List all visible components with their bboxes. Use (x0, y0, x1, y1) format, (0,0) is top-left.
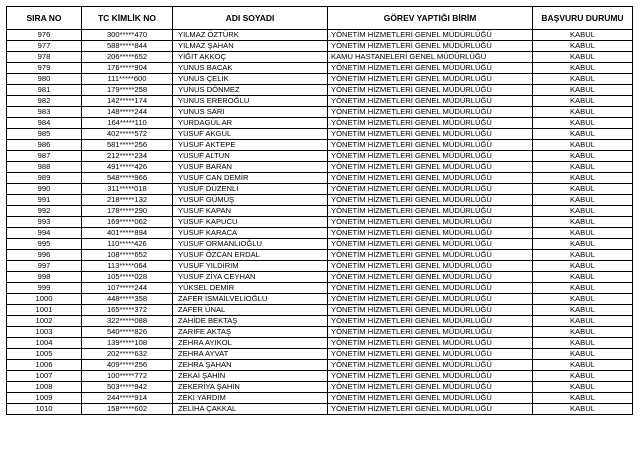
table-row (7, 85, 633, 96)
table-row (7, 129, 633, 140)
row-tc-kimlik-no: 503*****942 (82, 382, 173, 393)
table-row (7, 206, 633, 217)
table-row (7, 393, 633, 404)
row-adi-soyadi: ZEKAİ ŞAHİN (173, 371, 328, 382)
row-basvuru-durumu: KABUL (533, 63, 633, 74)
row-tc-kimlik-no: 148*****244 (82, 107, 173, 118)
row-gorev-birimi: YÖNETİM HİZMETLERİ GENEL MÜDÜRLÜĞÜ (328, 404, 533, 415)
table-row (7, 151, 633, 162)
row-sira-no: 982 (7, 96, 82, 107)
row-tc-kimlik-no: 111*****600 (82, 74, 173, 85)
row-adi-soyadi: YİĞİT AKKOÇ (173, 52, 328, 63)
table-row (7, 118, 633, 129)
table-row (7, 360, 633, 371)
results-sheet (6, 6, 633, 415)
row-basvuru-durumu: KABUL (533, 195, 633, 206)
row-gorev-birimi: YÖNETİM HİZMETLERİ GENEL MÜDÜRLÜĞÜ (328, 30, 533, 41)
row-basvuru-durumu: KABUL (533, 96, 633, 107)
row-gorev-birimi: YÖNETİM HİZMETLERİ GENEL MÜDÜRLÜĞÜ (328, 393, 533, 404)
row-tc-kimlik-no: 202*****632 (82, 349, 173, 360)
row-basvuru-durumu: KABUL (533, 305, 633, 316)
row-sira-no: 980 (7, 74, 82, 85)
row-adi-soyadi: YUSUF AKGÜL (173, 129, 328, 140)
row-sira-no: 985 (7, 129, 82, 140)
row-adi-soyadi: YÜKSEL DEMİR (173, 283, 328, 294)
row-sira-no: 998 (7, 272, 82, 283)
table-row (7, 184, 633, 195)
row-gorev-birimi: YÖNETİM HİZMETLERİ GENEL MÜDÜRLÜĞÜ (328, 261, 533, 272)
row-basvuru-durumu: KABUL (533, 327, 633, 338)
row-basvuru-durumu: KABUL (533, 140, 633, 151)
row-tc-kimlik-no: 165*****372 (82, 305, 173, 316)
row-basvuru-durumu: KABUL (533, 382, 633, 393)
row-tc-kimlik-no: 401*****894 (82, 228, 173, 239)
row-adi-soyadi: ZEKİ YARDIM (173, 393, 328, 404)
row-basvuru-durumu: KABUL (533, 129, 633, 140)
row-sira-no: 1009 (7, 393, 82, 404)
header-tc-kimlik-no: TC KİMLİK NO (82, 7, 173, 30)
row-gorev-birimi: YÖNETİM HİZMETLERİ GENEL MÜDÜRLÜĞÜ (328, 151, 533, 162)
row-tc-kimlik-no: 588*****844 (82, 41, 173, 52)
row-gorev-birimi: YÖNETİM HİZMETLERİ GENEL MÜDÜRLÜĞÜ (328, 173, 533, 184)
row-basvuru-durumu: KABUL (533, 173, 633, 184)
row-tc-kimlik-no: 142*****174 (82, 96, 173, 107)
row-basvuru-durumu: KABUL (533, 206, 633, 217)
row-gorev-birimi: YÖNETİM HİZMETLERİ GENEL MÜDÜRLÜĞÜ (328, 239, 533, 250)
row-sira-no: 992 (7, 206, 82, 217)
row-basvuru-durumu: KABUL (533, 217, 633, 228)
row-sira-no: 1003 (7, 327, 82, 338)
row-gorev-birimi: YÖNETİM HİZMETLERİ GENEL MÜDÜRLÜĞÜ (328, 217, 533, 228)
header-adi-soyadi: ADI SOYADI (173, 7, 328, 30)
row-adi-soyadi: YUNUS EREROĞLU (173, 96, 328, 107)
row-adi-soyadi: ZEHRA AYVAT (173, 349, 328, 360)
row-sira-no: 981 (7, 85, 82, 96)
row-tc-kimlik-no: 164*****110 (82, 118, 173, 129)
row-adi-soyadi: YUSUF GÜMÜŞ (173, 195, 328, 206)
table-row (7, 63, 633, 74)
row-tc-kimlik-no: 300*****470 (82, 30, 173, 41)
row-basvuru-durumu: KABUL (533, 184, 633, 195)
table-row (7, 162, 633, 173)
table-row (7, 294, 633, 305)
row-tc-kimlik-no: 206*****652 (82, 52, 173, 63)
row-gorev-birimi: YÖNETİM HİZMETLERİ GENEL MÜDÜRLÜĞÜ (328, 195, 533, 206)
table-row (7, 338, 633, 349)
row-basvuru-durumu: KABUL (533, 228, 633, 239)
table-row (7, 195, 633, 206)
table-row (7, 228, 633, 239)
row-sira-no: 999 (7, 283, 82, 294)
table-row (7, 261, 633, 272)
row-adi-soyadi: YUSUF ÖZCAN ERDAL (173, 250, 328, 261)
row-tc-kimlik-no: 402*****572 (82, 129, 173, 140)
row-basvuru-durumu: KABUL (533, 107, 633, 118)
row-sira-no: 978 (7, 52, 82, 63)
row-adi-soyadi: ZEHRA AYIKOL (173, 338, 328, 349)
table-row (7, 41, 633, 52)
row-gorev-birimi: YÖNETİM HİZMETLERİ GENEL MÜDÜRLÜĞÜ (328, 206, 533, 217)
row-gorev-birimi: YÖNETİM HİZMETLERİ GENEL MÜDÜRLÜĞÜ (328, 107, 533, 118)
row-tc-kimlik-no: 108*****652 (82, 250, 173, 261)
row-tc-kimlik-no: 322*****088 (82, 316, 173, 327)
row-adi-soyadi: ZAFER İSMAİLVELİOĞLU (173, 294, 328, 305)
row-tc-kimlik-no: 409*****256 (82, 360, 173, 371)
row-gorev-birimi: YÖNETİM HİZMETLERİ GENEL MÜDÜRLÜĞÜ (328, 129, 533, 140)
row-basvuru-durumu: KABUL (533, 52, 633, 63)
row-gorev-birimi: YÖNETİM HİZMETLERİ GENEL MÜDÜRLÜĞÜ (328, 63, 533, 74)
row-tc-kimlik-no: 179*****258 (82, 85, 173, 96)
row-tc-kimlik-no: 100*****772 (82, 371, 173, 382)
row-sira-no: 993 (7, 217, 82, 228)
row-sira-no: 1004 (7, 338, 82, 349)
row-basvuru-durumu: KABUL (533, 250, 633, 261)
row-tc-kimlik-no: 113*****064 (82, 261, 173, 272)
row-adi-soyadi: ZEKERİYA ŞAHİN (173, 382, 328, 393)
row-tc-kimlik-no: 110*****426 (82, 239, 173, 250)
row-gorev-birimi: YÖNETİM HİZMETLERİ GENEL MÜDÜRLÜĞÜ (328, 327, 533, 338)
row-basvuru-durumu: KABUL (533, 162, 633, 173)
row-gorev-birimi: YÖNETİM HİZMETLERİ GENEL MÜDÜRLÜĞÜ (328, 382, 533, 393)
row-adi-soyadi: YUSUF ORMANLIOĞLU (173, 239, 328, 250)
row-tc-kimlik-no: 244*****914 (82, 393, 173, 404)
table-row (7, 250, 633, 261)
row-basvuru-durumu: KABUL (533, 283, 633, 294)
row-gorev-birimi: YÖNETİM HİZMETLERİ GENEL MÜDÜRLÜĞÜ (328, 283, 533, 294)
row-gorev-birimi: YÖNETİM HİZMETLERİ GENEL MÜDÜRLÜĞÜ (328, 228, 533, 239)
table-row (7, 371, 633, 382)
row-gorev-birimi: YÖNETİM HİZMETLERİ GENEL MÜDÜRLÜĞÜ (328, 96, 533, 107)
row-adi-soyadi: YUSUF DÜZENLİ (173, 184, 328, 195)
row-adi-soyadi: YUSUF AKTEPE (173, 140, 328, 151)
row-adi-soyadi: YUSUF KAPUCU (173, 217, 328, 228)
row-sira-no: 996 (7, 250, 82, 261)
row-gorev-birimi: YÖNETİM HİZMETLERİ GENEL MÜDÜRLÜĞÜ (328, 184, 533, 195)
row-tc-kimlik-no: 548*****966 (82, 173, 173, 184)
row-adi-soyadi: YUSUF BARAN (173, 162, 328, 173)
row-sira-no: 1007 (7, 371, 82, 382)
row-gorev-birimi: YÖNETİM HİZMETLERİ GENEL MÜDÜRLÜĞÜ (328, 140, 533, 151)
row-tc-kimlik-no: 176*****904 (82, 63, 173, 74)
row-gorev-birimi: YÖNETİM HİZMETLERİ GENEL MÜDÜRLÜĞÜ (328, 316, 533, 327)
row-adi-soyadi: YUSUF CAN DEMİR (173, 173, 328, 184)
row-basvuru-durumu: KABUL (533, 272, 633, 283)
header-gorev-yaptigi-birim: GÖREV YAPTIĞI BİRİM (328, 7, 533, 30)
row-basvuru-durumu: KABUL (533, 85, 633, 96)
row-tc-kimlik-no: 448*****358 (82, 294, 173, 305)
row-gorev-birimi: YÖNETİM HİZMETLERİ GENEL MÜDÜRLÜĞÜ (328, 41, 533, 52)
table-row (7, 30, 633, 41)
row-sira-no: 994 (7, 228, 82, 239)
row-gorev-birimi: YÖNETİM HİZMETLERİ GENEL MÜDÜRLÜĞÜ (328, 371, 533, 382)
row-gorev-birimi: YÖNETİM HİZMETLERİ GENEL MÜDÜRLÜĞÜ (328, 250, 533, 261)
row-basvuru-durumu: KABUL (533, 151, 633, 162)
row-basvuru-durumu: KABUL (533, 316, 633, 327)
row-sira-no: 991 (7, 195, 82, 206)
applicant-table (6, 6, 633, 415)
row-adi-soyadi: ZAFER ÜNAL (173, 305, 328, 316)
row-adi-soyadi: YUSUF KAPAN (173, 206, 328, 217)
row-gorev-birimi: YÖNETİM HİZMETLERİ GENEL MÜDÜRLÜĞÜ (328, 294, 533, 305)
row-sira-no: 988 (7, 162, 82, 173)
row-basvuru-durumu: KABUL (533, 261, 633, 272)
row-tc-kimlik-no: 491*****426 (82, 162, 173, 173)
row-sira-no: 989 (7, 173, 82, 184)
row-adi-soyadi: YURDAGÜL AR (173, 118, 328, 129)
row-gorev-birimi: YÖNETİM HİZMETLERİ GENEL MÜDÜRLÜĞÜ (328, 162, 533, 173)
row-basvuru-durumu: KABUL (533, 294, 633, 305)
row-basvuru-durumu: KABUL (533, 360, 633, 371)
row-adi-soyadi: YUNUS SARI (173, 107, 328, 118)
row-tc-kimlik-no: 218*****132 (82, 195, 173, 206)
row-gorev-birimi: YÖNETİM HİZMETLERİ GENEL MÜDÜRLÜĞÜ (328, 85, 533, 96)
row-basvuru-durumu: KABUL (533, 404, 633, 415)
row-sira-no: 987 (7, 151, 82, 162)
table-header (7, 7, 633, 30)
row-basvuru-durumu: KABUL (533, 349, 633, 360)
row-sira-no: 1008 (7, 382, 82, 393)
table-row (7, 349, 633, 360)
row-gorev-birimi: YÖNETİM HİZMETLERİ GENEL MÜDÜRLÜĞÜ (328, 360, 533, 371)
header-basvuru-durumu: BAŞVURU DURUMU (533, 7, 633, 30)
row-adi-soyadi: ZEHRA ŞAHAN (173, 360, 328, 371)
table-row (7, 305, 633, 316)
row-basvuru-durumu: KABUL (533, 74, 633, 85)
row-sira-no: 995 (7, 239, 82, 250)
row-tc-kimlik-no: 311*****018 (82, 184, 173, 195)
row-tc-kimlik-no: 158*****602 (82, 404, 173, 415)
table-row (7, 316, 633, 327)
row-tc-kimlik-no: 212*****234 (82, 151, 173, 162)
row-tc-kimlik-no: 107*****244 (82, 283, 173, 294)
row-sira-no: 997 (7, 261, 82, 272)
row-sira-no: 983 (7, 107, 82, 118)
row-basvuru-durumu: KABUL (533, 239, 633, 250)
row-gorev-birimi: YÖNETİM HİZMETLERİ GENEL MÜDÜRLÜĞÜ (328, 74, 533, 85)
row-adi-soyadi: YUSUF ALTUN (173, 151, 328, 162)
row-gorev-birimi: YÖNETİM HİZMETLERİ GENEL MÜDÜRLÜĞÜ (328, 272, 533, 283)
table-row (7, 404, 633, 415)
table-row (7, 107, 633, 118)
row-sira-no: 1000 (7, 294, 82, 305)
table-row (7, 382, 633, 393)
row-gorev-birimi: KAMU HASTANELERİ GENEL MÜDÜRLÜĞÜ (328, 52, 533, 63)
row-adi-soyadi: YILMAZ ŞAHAN (173, 41, 328, 52)
row-adi-soyadi: YUSUF YILDIRIM (173, 261, 328, 272)
table-row (7, 96, 633, 107)
table-row (7, 283, 633, 294)
row-basvuru-durumu: KABUL (533, 118, 633, 129)
row-gorev-birimi: YÖNETİM HİZMETLERİ GENEL MÜDÜRLÜĞÜ (328, 338, 533, 349)
table-row (7, 239, 633, 250)
header-row (7, 7, 633, 30)
row-sira-no: 986 (7, 140, 82, 151)
row-gorev-birimi: YÖNETİM HİZMETLERİ GENEL MÜDÜRLÜĞÜ (328, 118, 533, 129)
row-sira-no: 979 (7, 63, 82, 74)
row-adi-soyadi: ZARİFE AKTAŞ (173, 327, 328, 338)
row-sira-no: 1005 (7, 349, 82, 360)
row-basvuru-durumu: KABUL (533, 393, 633, 404)
row-adi-soyadi: YUNUS BACAK (173, 63, 328, 74)
row-tc-kimlik-no: 581*****256 (82, 140, 173, 151)
row-tc-kimlik-no: 169*****062 (82, 217, 173, 228)
row-adi-soyadi: YUNUS DÖNMEZ (173, 85, 328, 96)
table-row (7, 327, 633, 338)
row-tc-kimlik-no: 139*****108 (82, 338, 173, 349)
row-sira-no: 1001 (7, 305, 82, 316)
row-sira-no: 984 (7, 118, 82, 129)
row-sira-no: 976 (7, 30, 82, 41)
row-sira-no: 1006 (7, 360, 82, 371)
row-tc-kimlik-no: 105*****028 (82, 272, 173, 283)
row-sira-no: 977 (7, 41, 82, 52)
row-basvuru-durumu: KABUL (533, 30, 633, 41)
row-adi-soyadi: ZELİHA ÇAKKAL (173, 404, 328, 415)
row-adi-soyadi: YUSUF ZİYA CEYHAN (173, 272, 328, 283)
row-sira-no: 990 (7, 184, 82, 195)
table-row (7, 74, 633, 85)
table-row (7, 272, 633, 283)
table-row (7, 140, 633, 151)
row-sira-no: 1010 (7, 404, 82, 415)
row-adi-soyadi: YUSUF KARACA (173, 228, 328, 239)
row-adi-soyadi: ZAHİDE BEKTAŞ (173, 316, 328, 327)
header-sira-no: SIRA NO (7, 7, 82, 30)
row-adi-soyadi: YILMAZ ÖZTÜRK (173, 30, 328, 41)
row-gorev-birimi: YÖNETİM HİZMETLERİ GENEL MÜDÜRLÜĞÜ (328, 349, 533, 360)
row-sira-no: 1002 (7, 316, 82, 327)
row-basvuru-durumu: KABUL (533, 41, 633, 52)
row-tc-kimlik-no: 178*****290 (82, 206, 173, 217)
table-row (7, 173, 633, 184)
row-adi-soyadi: YUNUS ÇELİK (173, 74, 328, 85)
table-row (7, 52, 633, 63)
row-gorev-birimi: YÖNETİM HİZMETLERİ GENEL MÜDÜRLÜĞÜ (328, 305, 533, 316)
table-row (7, 217, 633, 228)
table-body (7, 30, 633, 415)
row-basvuru-durumu: KABUL (533, 338, 633, 349)
row-tc-kimlik-no: 540*****826 (82, 327, 173, 338)
row-basvuru-durumu: KABUL (533, 371, 633, 382)
